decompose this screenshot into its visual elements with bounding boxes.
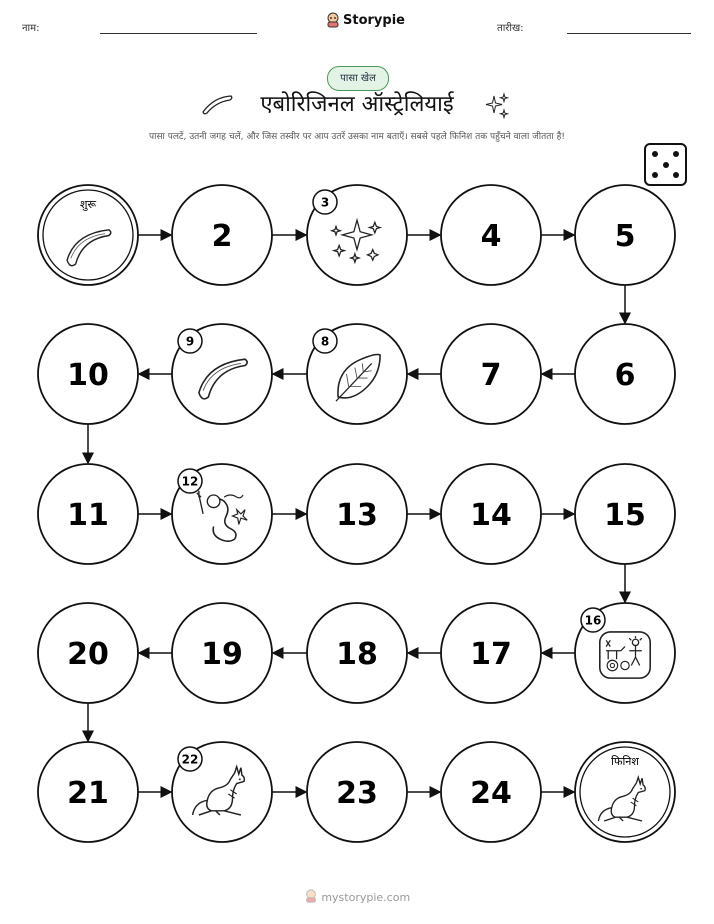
cell-number: 10: [67, 358, 109, 393]
rock-art-icon: [600, 632, 650, 678]
cell-number: 8: [320, 334, 330, 349]
cell-number: 12: [181, 474, 199, 489]
board-cell-11[interactable]: [38, 464, 138, 564]
cell-number: 21: [67, 776, 109, 811]
board-cell-5[interactable]: [575, 185, 675, 285]
board-cell-21[interactable]: [38, 742, 138, 842]
date-label: तारीख:: [497, 23, 524, 34]
cell-number: 9: [185, 334, 195, 349]
footer: [0, 889, 714, 904]
cell-number: 3: [320, 195, 330, 210]
board-cell-start[interactable]: [38, 185, 138, 285]
finish-label: फिनिश: [611, 755, 639, 768]
cell-number: 20: [67, 637, 109, 672]
name-label: नाम:: [22, 23, 40, 34]
board-cell-10[interactable]: [38, 324, 138, 424]
board-cell-finish[interactable]: [575, 742, 675, 842]
cell-number: 13: [336, 498, 378, 533]
instructions: पासा पलटें, उतनी जगह चलें, और जिस तस्वीर पर आप उतरें उसका नाम बताएँ। सबसे पहले फिनिश तक पहुँचने वाला जीतता है!: [149, 132, 565, 142]
cell-number: 2: [211, 219, 233, 254]
brand-name: Storypie: [343, 12, 405, 28]
board-cell-14[interactable]: [441, 464, 541, 564]
cell-number: 6: [614, 358, 636, 393]
footer-url: mystorypie.com: [321, 891, 411, 904]
board-cell-8[interactable]: [307, 324, 407, 424]
cell-number: 23: [336, 776, 378, 811]
board-cell-12[interactable]: [172, 464, 272, 564]
start-label: शुरू: [79, 198, 97, 211]
board-cell-23[interactable]: [307, 742, 407, 842]
cell-number: 7: [480, 358, 502, 393]
board-cell-3[interactable]: [307, 185, 407, 285]
cell-number: 16: [584, 613, 602, 628]
board-cell-9[interactable]: [172, 324, 272, 424]
board-cell-15[interactable]: [575, 464, 675, 564]
board-cell-2[interactable]: [172, 185, 272, 285]
storypie-mascot-icon: [304, 889, 318, 903]
cell-number: 5: [614, 219, 636, 254]
page-title: एबोरिजिनल ऑस्ट्रेलियाई: [260, 92, 454, 117]
board-cell-20[interactable]: [38, 603, 138, 703]
board-cell-6[interactable]: [575, 324, 675, 424]
board-cell-4[interactable]: [441, 185, 541, 285]
game-type-tag: पासा खेल: [327, 66, 389, 91]
board-cell-17[interactable]: [441, 603, 541, 703]
cell-number: 15: [604, 498, 646, 533]
cell-number: 11: [67, 498, 109, 533]
cell-number: 19: [201, 637, 243, 672]
board-cell-18[interactable]: [307, 603, 407, 703]
board-cell-7[interactable]: [441, 324, 541, 424]
cell-number: 14: [470, 498, 512, 533]
cell-number: 4: [480, 219, 502, 254]
board-cell-22[interactable]: [172, 742, 272, 842]
board-cell-13[interactable]: [307, 464, 407, 564]
board-cell-16[interactable]: [575, 603, 675, 703]
cell-number: 17: [470, 637, 512, 672]
cell-number: 18: [336, 637, 378, 672]
board-cell-19[interactable]: [172, 603, 272, 703]
cell-number: 22: [181, 752, 199, 767]
board-cell-24[interactable]: [441, 742, 541, 842]
cell-number: 24: [470, 776, 512, 811]
